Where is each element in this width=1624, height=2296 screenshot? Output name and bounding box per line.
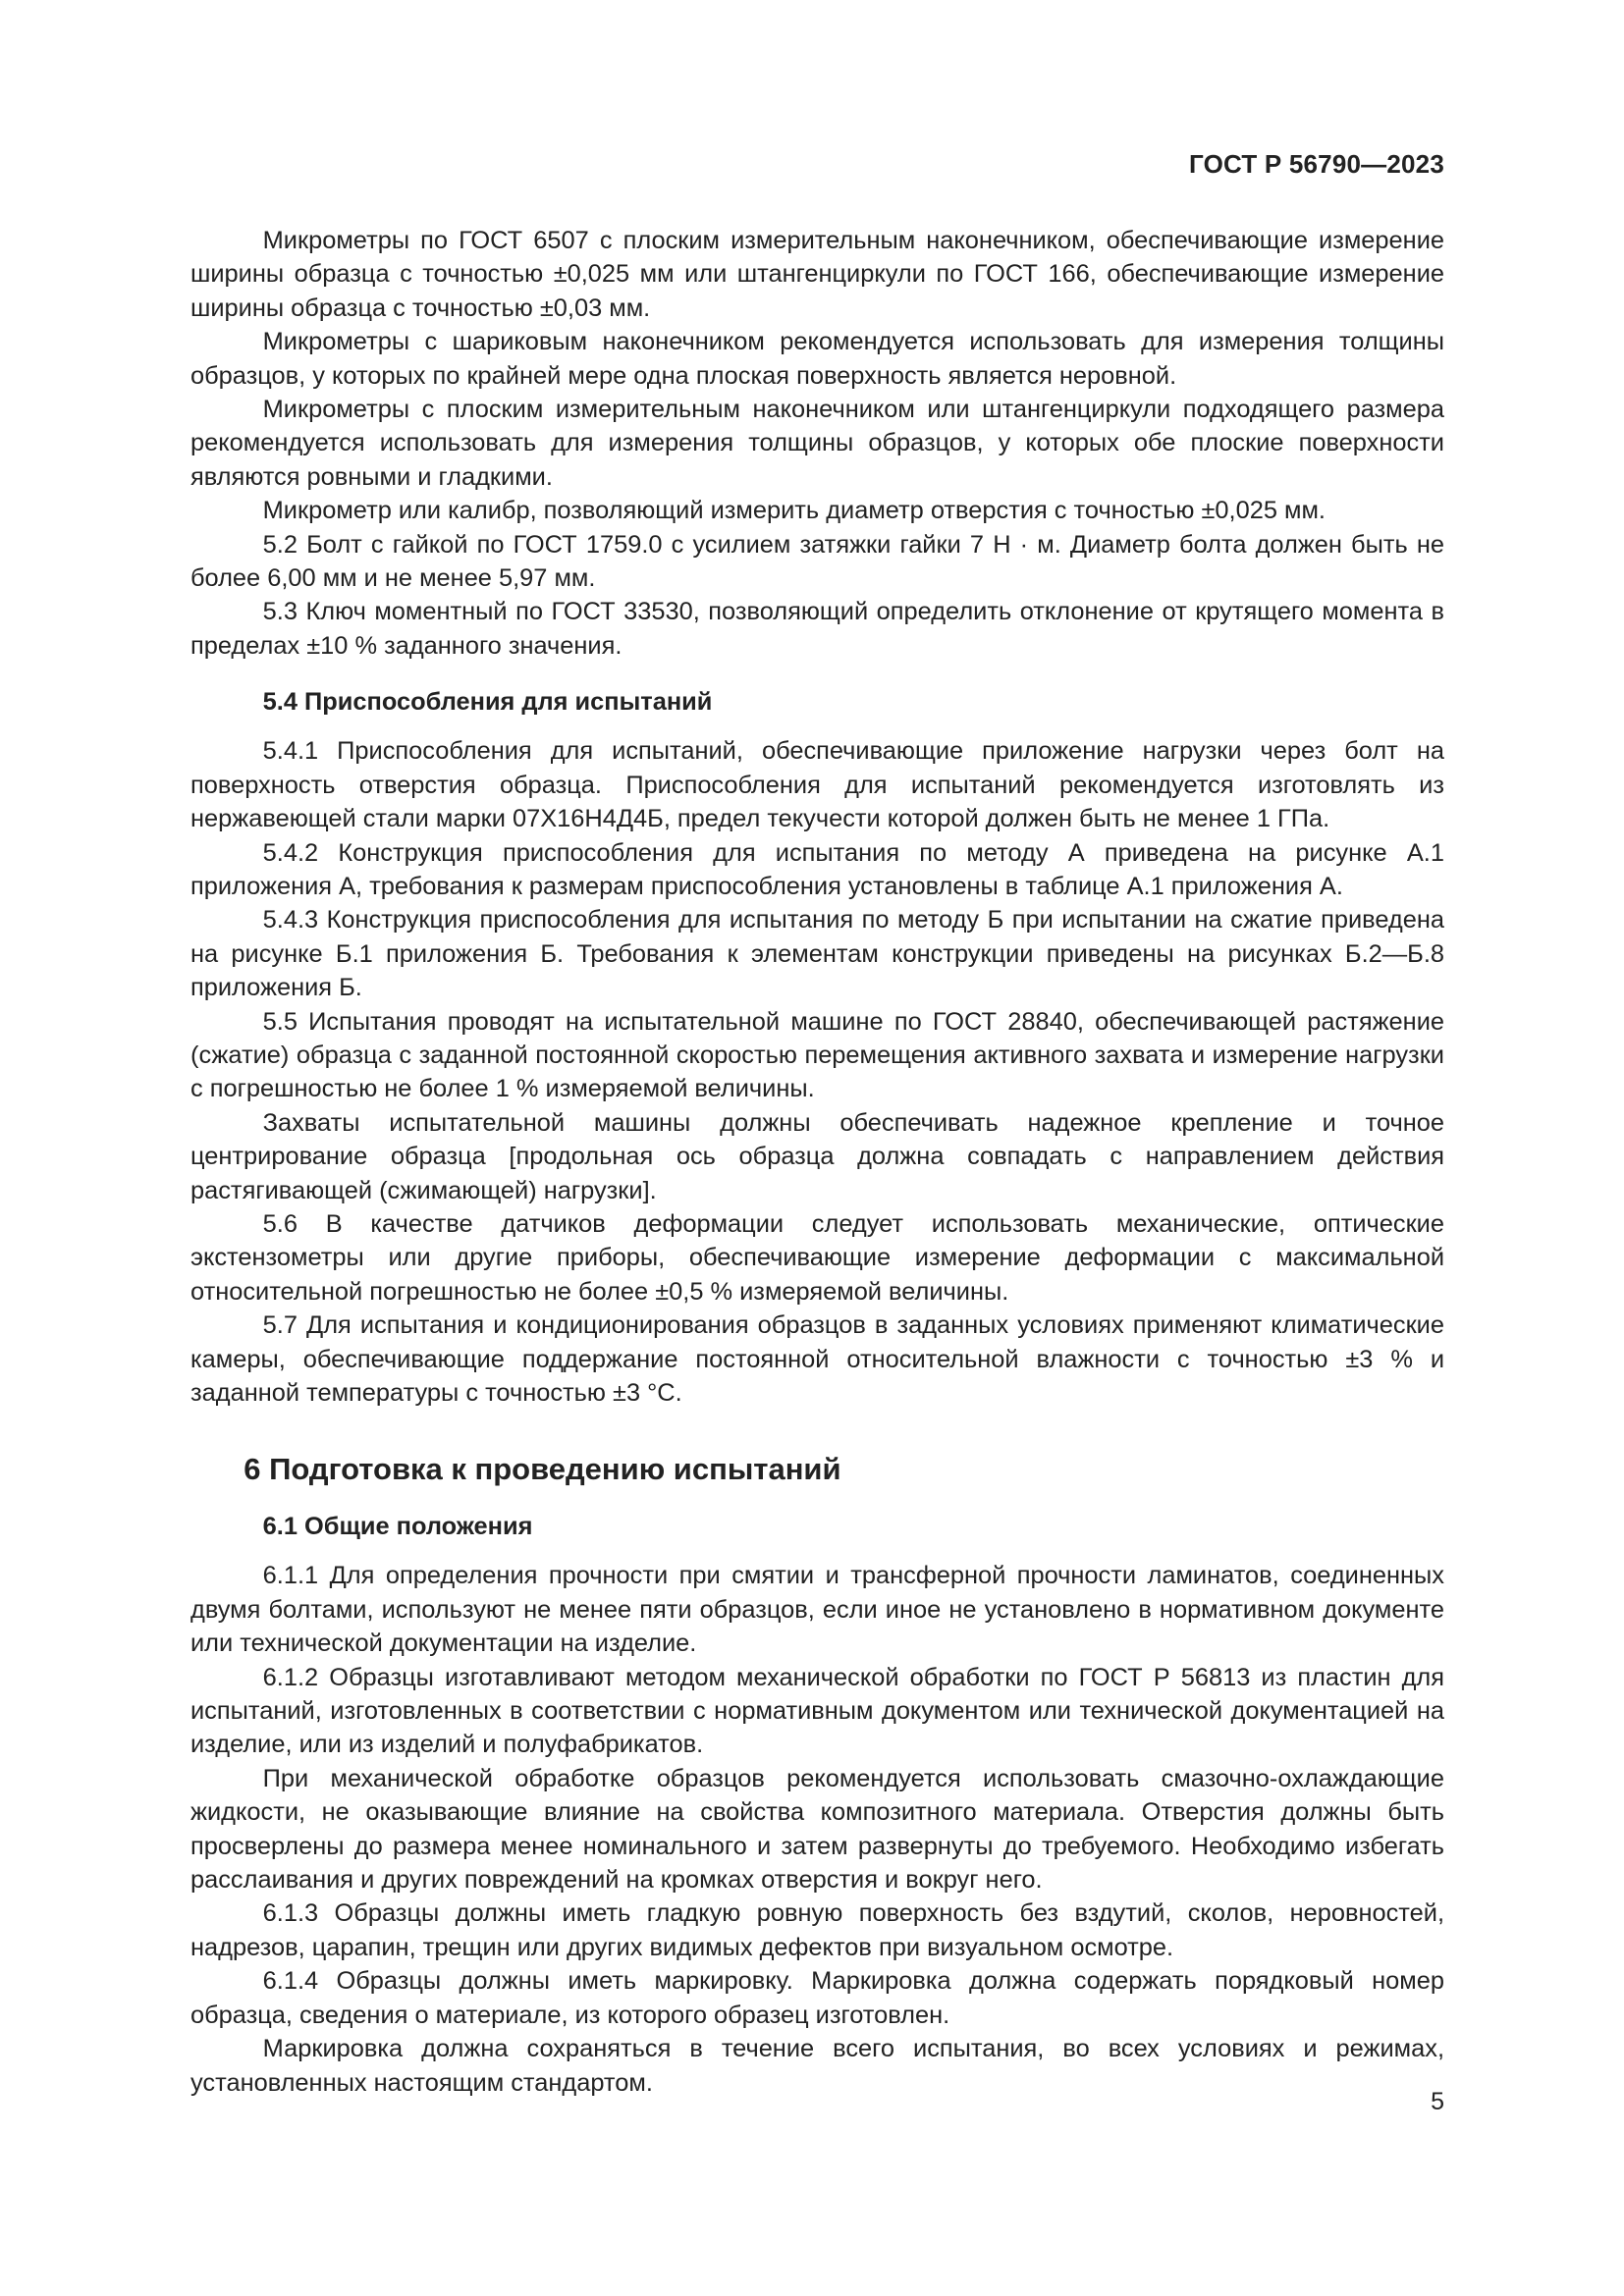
section-heading-6: 6 Подготовка к проведению испытаний <box>244 1452 841 1487</box>
paragraph: Микрометры с плоским измерительным наконечником или штангенциркули подходящего размера рекомендуется использовать для измерения толщины образцов, у которых обе плоские поверхности являются ровными и гладкими. <box>190 396 1444 491</box>
paragraph: 6.1.4 Образцы должны иметь маркировку. Маркировка должна содержать порядковый номер образца, сведения о материале, из которого образец изготовлен. <box>190 1967 1444 2029</box>
paragraph: 5.7 Для испытания и кондиционирования образцов в заданных условиях применяют климатические камеры, обеспечивающие поддержание постоянной относительной влажности с точностью ±3 % и заданной температуры с точностью ±3 °С. <box>190 1311 1444 1407</box>
paragraph: 5.5 Испытания проводят на испытательной машине по ГОСТ 28840, обеспечивающей растяжение (сжатие) образца с заданной постоянной скоростью перемещения активного захвата и измерение нагрузки с погрешностью не более 1 % измеряемой величины. <box>190 1007 1444 1103</box>
paragraph: Микрометры с шариковым наконечником рекомендуется использовать для измерения толщины образцов, у которых по крайней мере одна плоская поверхность является неровной. <box>190 328 1444 390</box>
paragraph: 6.1.1 Для определения прочности при смятии и трансферной прочности ламинатов, соединенных двумя болтами, используют не менее пяти образцов, если иное не установлено в нормативном документе или технической документации на изделие. <box>190 1562 1444 1658</box>
page-number: 5 <box>1431 2088 1444 2115</box>
document-body <box>190 224 1444 2100</box>
paragraph: 5.4.2 Конструкция приспособления для испытания по методу А приведена на рисунке А.1 приложения А, требования к размерам приспособления установлены в таблице А.1 приложения А. <box>190 838 1444 900</box>
paragraph: Микрометры по ГОСТ 6507 с плоским измерительным наконечником, обеспечивающие измерение ширины образца с точностью ±0,025 мм или штангенциркули по ГОСТ 166, обеспечивающие измерение ширины образца с точностью ±0,03 мм. <box>190 227 1444 322</box>
paragraph: 5.2 Болт с гайкой по ГОСТ 1759.0 с усилием затяжки гайки 7 Н · м. Диаметр болта должен быть не более 6,00 мм и не менее 5,97 мм. <box>190 530 1444 593</box>
paragraph: Маркировка должна сохраняться в течение всего испытания, во всех условиях и режимах, установленных настоящим стандартом. <box>190 2035 1444 2097</box>
section-heading-5-4: 5.4 Приспособления для испытаний <box>262 688 713 717</box>
paragraph: 5.4.3 Конструкция приспособления для испытания по методу Б при испытании на сжатие приведена на рисунке Б.1 приложения Б. Требования к элементам конструкции приведены на рисунках Б.2—Б.8 приложения Б. <box>190 906 1444 1002</box>
section-heading-6-1: 6.1 Общие положения <box>262 1513 533 1541</box>
paragraph: 6.1.2 Образцы изготавливают методом механической обработки по ГОСТ Р 56813 из пластин для испытаний, изготовленных в соответствии с нормативным документом или технической документацией на изделие, или из изделий и полуфабрикатов. <box>190 1663 1444 1759</box>
paragraph: Микрометр или калибр, позволяющий измерить диаметр отверстия с точностью ±0,025 мм. <box>262 497 1326 525</box>
paragraph: 5.4.1 Приспособления для испытаний, обеспечивающие приложение нагрузки через болт на поверхность отверстия образца. Приспособления для испытаний рекомендуется изготовлять из нержавеющей стали марки 07Х16Н4Д4Б, предел текучести которой должен быть не менее 1 ГПа. <box>190 737 1444 833</box>
paragraph: Захваты испытательной машины должны обеспечивать надежное крепление и точное центрирование образца [продольная ось образца должна совпадать с направлением действия растягивающей (сжимающей) нагрузки]. <box>190 1108 1444 1204</box>
paragraph: 5.6 В качестве датчиков деформации следует использовать механические, оптические экстензометры или другие приборы, обеспечивающие измерение деформации с максимальной относительной погрешностью не более ±0,5 % измеряемой величины. <box>190 1209 1444 1306</box>
paragraph: 6.1.3 Образцы должны иметь гладкую ровную поверхность без вздутий, сколов, неровностей, надрезов, царапин, трещин или других видимых дефектов при визуальном осмотре. <box>190 1899 1444 1961</box>
doc-header-number: ГОСТ Р 56790—2023 <box>1189 149 1444 179</box>
paragraph: 5.3 Ключ моментный по ГОСТ 33530, позволяющий определить отклонение от крутящего момента в пределах ±10 % заданного значения. <box>190 598 1444 660</box>
paragraph: При механической обработке образцов рекомендуется использовать смазочно-охлаждающие жидкости, не оказывающие влияние на свойства композитного материала. Отверстия должны быть просверлены до размера менее номинального и затем развернуты до требуемого. Необходимо избегать расслаивания и других повреждений на кромках отверстия и вокруг него. <box>190 1764 1444 1895</box>
